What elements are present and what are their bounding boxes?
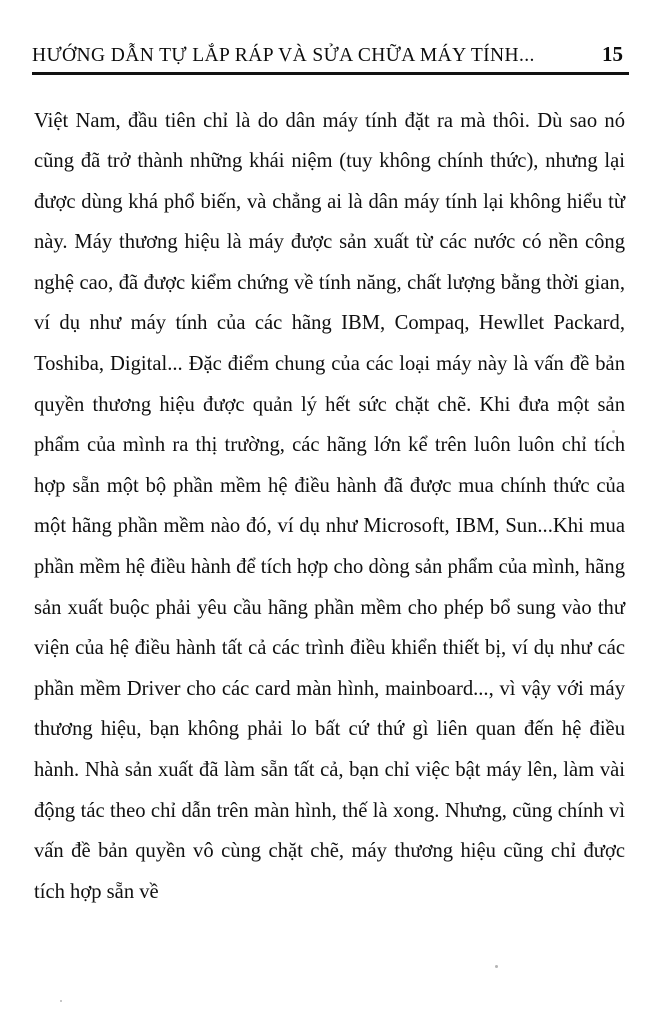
scan-speck: [612, 430, 615, 433]
scan-speck: [495, 965, 498, 968]
book-running-title: HƯỚNG DẪN TỰ LẮP RÁP VÀ SỬA CHỮA MÁY TÍNH...: [32, 45, 535, 66]
body-text: [30, 101, 631, 913]
scan-speck: [60, 1000, 62, 1002]
page-number: 15: [602, 42, 623, 66]
header-divider: [32, 72, 629, 75]
page-header: [30, 42, 631, 67]
paragraph-1: Việt Nam, đầu tiên chỉ là do dân máy tính đặt ra mà thôi. Dù sao nó cũng đã trở thành những khái niệm (tuy không chính thức), nhưng lại được dùng khá phổ biến, và chẳng ai là dân máy tính lại không hiểu từ này. Máy thương hiệu là máy được sản xuất từ các nước có nền công nghệ cao, đã được kiểm chứng về tính năng, chất lượng bằng thời gian, ví dụ như máy tính của các hãng IBM, Compaq, Hewllet Packard, Toshiba, Digital... Đặc điểm chung của các loại máy này là vấn đề bản quyền thương hiệu được quản lý hết sức chặt chẽ. Khi đưa một sản phẩm của mình ra thị trường, các hãng lớn kể trên luôn luôn chỉ tích hợp sẵn một bộ phần mềm hệ điều hành đã được mua chính thức của một hãng phần mềm nào đó, ví dụ như Microsoft, IBM, Sun...Khi mua phần mềm hệ điều hành để tích hợp cho dòng sản phẩm của mình, hãng sản xuất buộc phải yêu cầu hãng phần mềm cho phép bổ sung vào thư viện của hệ điều hành tất cả các trình điều khiển thiết bị, ví dụ như các phần mềm Driver cho các card màn hình, mainboard..., vì vậy với máy thương hiệu, bạn không phải lo bất cứ thứ gì liên quan đến hệ điều hành. Nhà sản xuất đã làm sẵn tất cả, bạn chỉ việc bật máy lên, làm vài động tác theo chỉ dẫn trên màn hình, thế là xong. Nhưng, cũng chính vì vấn đề bản quyền vô cùng chặt chẽ, máy thương hiệu cũng chỉ được tích hợp sẵn về: [34, 109, 625, 903]
